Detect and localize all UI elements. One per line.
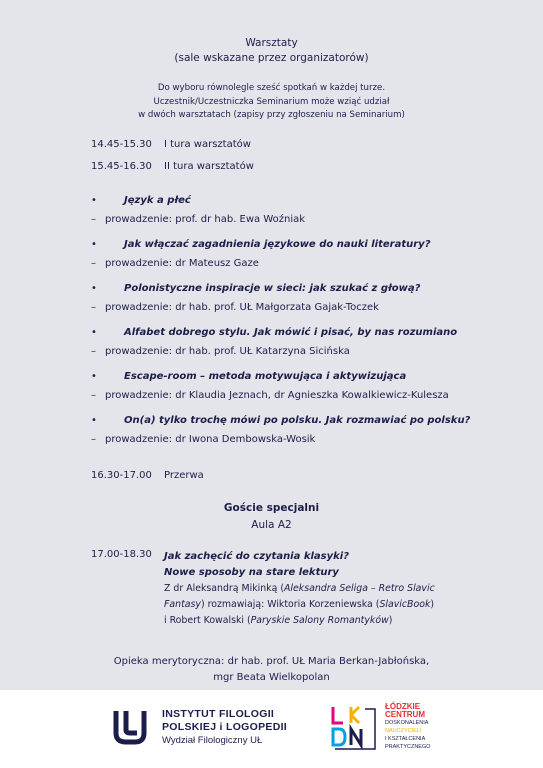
guests-header (0, 500, 543, 534)
institute-name (162, 708, 287, 748)
institute-line-2: POLSKIEJ i LOGOPEDII (162, 721, 288, 733)
workshop-lead-row (91, 434, 531, 453)
dash: – (91, 258, 96, 269)
workshop-title: Język a płeć (124, 195, 191, 206)
workshops-subtitle: (sale wskazane przez organizatorów) (174, 52, 369, 64)
lcdn-line-4: NAUCZYCIELI (385, 728, 422, 734)
tour-1-time: 14.45-15.30 (91, 139, 152, 150)
dash: – (91, 302, 96, 313)
workshop-lead-row (91, 258, 531, 277)
ul-logo-icon (113, 707, 147, 745)
lcdn-logo-icon (331, 703, 379, 751)
special-body (164, 549, 464, 629)
bullet: • (91, 195, 97, 206)
workshop-title: Escape-room – metoda motywująca i aktywizująca (124, 371, 407, 382)
bullet: • (91, 239, 97, 250)
workshop-title-row (91, 239, 531, 258)
workshop-title-row (91, 371, 531, 390)
desc-text: ) rozmawiają: Wiktoria Korzeniewska ( (200, 599, 380, 610)
workshop-title: Jak włączać zagadnienia językowe do nauki literatury? (124, 239, 431, 250)
desc-text: ) (388, 615, 393, 626)
workshop-lead: prowadzenie: dr Iwona Dembowska-Wosik (105, 434, 316, 445)
lcdn-name (385, 703, 431, 751)
workshop-item (91, 327, 531, 371)
dash: – (91, 390, 96, 401)
workshop-lead-row (91, 390, 531, 409)
dash: – (91, 346, 96, 357)
institute-line-1: INSTYTUT FILOLOGII (162, 708, 275, 720)
desc-text: Z dr Aleksandrą Mikinką ( (164, 583, 284, 594)
tour-1-label: I tura warsztatów (164, 139, 251, 150)
desc-italic: SlavicBook (379, 599, 431, 610)
workshop-list (91, 195, 531, 459)
workshops-header (0, 36, 543, 66)
workshop-item (91, 195, 531, 239)
lcdn-line-6: PRAKTYCZNEGO (385, 744, 431, 750)
workshop-lead-row (91, 302, 531, 321)
special-desc-3 (164, 613, 464, 629)
desc-italic: Fantasy (164, 599, 201, 610)
bullet: • (91, 283, 97, 294)
workshop-item (91, 415, 531, 459)
workshop-lead: prowadzenie: dr Mateusz Gaze (105, 258, 259, 269)
bullet: • (91, 371, 97, 382)
dash: – (91, 434, 96, 445)
lcdn-line-3: DOSKONALENIA (385, 720, 429, 726)
intro-text (0, 82, 543, 123)
opieka-merytoryczna (0, 654, 543, 686)
workshop-item (91, 283, 531, 327)
workshop-lead: prowadzenie: prof. dr hab. Ewa Woźniak (105, 214, 306, 225)
guests-title: Goście specjalni (223, 502, 320, 514)
workshop-item (91, 239, 531, 283)
special-desc-1 (164, 581, 464, 597)
faculty-name: Wydział Filologiczny UŁ (162, 735, 263, 746)
workshop-title-row (91, 327, 531, 346)
workshop-lead: prowadzenie: dr hab. prof. UŁ Małgorzata Gajak-Toczek (105, 302, 379, 313)
break-time: 16.30-17.00 (91, 470, 152, 481)
dash: – (91, 214, 96, 225)
desc-italic: Aleksandra Seliga – Retro Slavic (284, 583, 435, 594)
lcdn-line-5: I KSZTAŁCENIA (385, 736, 426, 742)
desc-text: i Robert Kowalski ( (164, 615, 251, 626)
workshop-lead-row (91, 214, 531, 233)
guests-room: Aula A2 (251, 519, 292, 531)
lcdn-line-1: ŁÓDZKIE (385, 702, 421, 711)
desc-italic: Paryskie Salony Romantyków (250, 615, 389, 626)
special-title-1: Jak zachęcić do czytania klasyki? (164, 551, 350, 562)
break-label: Przerwa (164, 470, 204, 481)
workshop-lead: prowadzenie: dr hab. prof. UŁ Katarzyna Sicińska (105, 346, 350, 357)
workshop-title-row (91, 195, 531, 214)
lcdn-line-2: CENTRUM (385, 710, 425, 719)
workshop-title-row (91, 415, 531, 434)
workshop-item (91, 371, 531, 415)
bullet: • (91, 415, 97, 426)
intro-line-3: w dwóch warsztatach (zapisy przy zgłoszeniu na Seminarium) (138, 110, 405, 120)
special-title-2: Nowe sposoby na stare lektury (164, 567, 339, 578)
opieka-line-1: Opieka merytoryczna: dr hab. prof. UŁ Maria Berkan-Jabłońska, (113, 656, 430, 667)
opieka-line-2: mgr Beata Wielkopolan (213, 672, 330, 683)
tour-2-time: 15.45-16.30 (91, 161, 152, 172)
intro-line-2: Uczestnik/Uczestniczka Seminarium może wziąć udział (153, 96, 390, 107)
workshop-lead-row (91, 346, 531, 365)
workshop-title: Polonistyczne inspiracje w sieci: jak szukać z głową? (124, 283, 421, 294)
intro-line-1: Do wyboru równolegle sześć spotkań w każdej turze. (157, 83, 386, 93)
bullet: • (91, 327, 97, 338)
special-time: 17.00-18.30 (91, 549, 152, 560)
workshop-title: On(a) tylko trochę mówi po polsku. Jak rozmawiać po polsku? (124, 415, 471, 426)
workshop-title: Alfabet dobrego stylu. Jak mówić i pisać, by nas rozumiano (124, 327, 458, 338)
workshops-title: Warsztaty (245, 37, 298, 49)
tour-2-label: II tura warsztatów (164, 161, 254, 172)
special-desc-2 (164, 597, 464, 613)
workshop-lead: prowadzenie: dr Klaudia Jeznach, dr Agnieszka Kowalkiewicz-Kulesza (105, 390, 449, 401)
workshop-title-row (91, 283, 531, 302)
desc-text: ) (430, 599, 435, 610)
